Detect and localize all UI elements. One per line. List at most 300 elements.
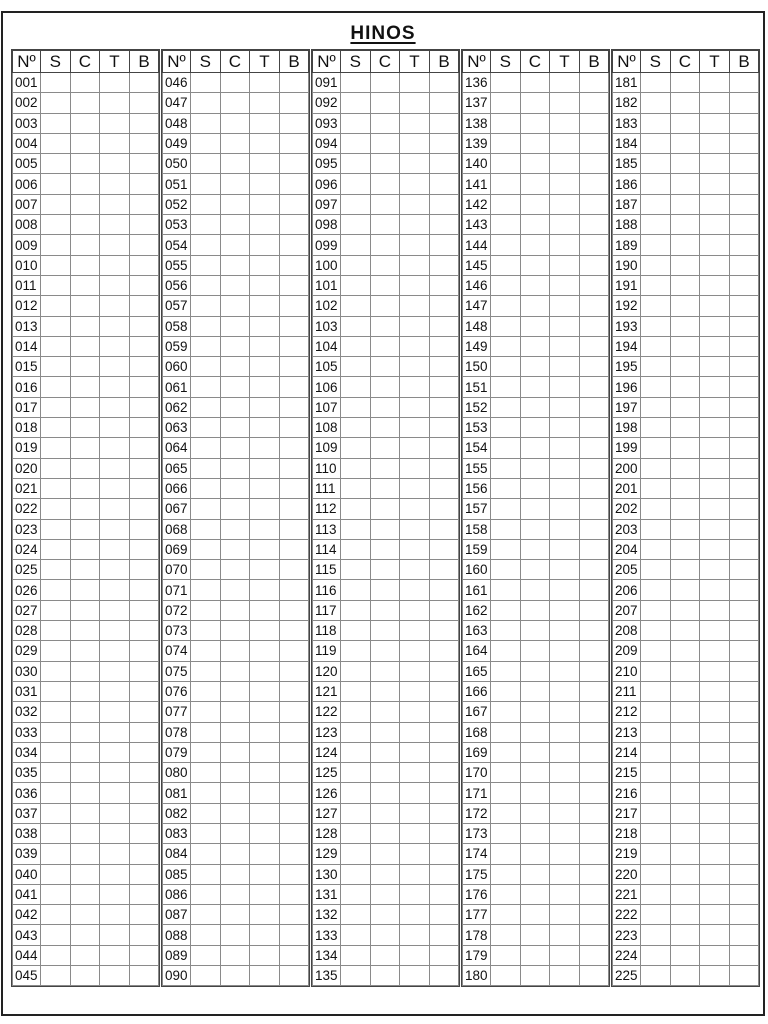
c-cell[interactable] xyxy=(520,499,550,519)
s-cell[interactable] xyxy=(191,275,221,295)
t-cell[interactable] xyxy=(700,945,730,965)
t-cell[interactable] xyxy=(250,742,280,762)
b-cell[interactable] xyxy=(429,215,459,235)
s-cell[interactable] xyxy=(491,742,521,762)
s-cell[interactable] xyxy=(491,418,521,438)
b-cell[interactable] xyxy=(579,174,609,194)
t-cell[interactable] xyxy=(100,215,130,235)
b-cell[interactable] xyxy=(579,905,609,925)
t-cell[interactable] xyxy=(100,702,130,722)
b-cell[interactable] xyxy=(279,215,309,235)
b-cell[interactable] xyxy=(729,600,759,620)
s-cell[interactable] xyxy=(191,499,221,519)
b-cell[interactable] xyxy=(129,316,159,336)
s-cell[interactable] xyxy=(491,864,521,884)
c-cell[interactable] xyxy=(370,154,400,174)
s-cell[interactable] xyxy=(491,580,521,600)
t-cell[interactable] xyxy=(100,783,130,803)
s-cell[interactable] xyxy=(491,336,521,356)
c-cell[interactable] xyxy=(520,783,550,803)
s-cell[interactable] xyxy=(41,763,71,783)
c-cell[interactable] xyxy=(370,864,400,884)
s-cell[interactable] xyxy=(641,519,671,539)
s-cell[interactable] xyxy=(641,296,671,316)
s-cell[interactable] xyxy=(191,397,221,417)
s-cell[interactable] xyxy=(41,357,71,377)
t-cell[interactable] xyxy=(550,539,580,559)
c-cell[interactable] xyxy=(370,194,400,214)
t-cell[interactable] xyxy=(550,458,580,478)
t-cell[interactable] xyxy=(400,113,430,133)
t-cell[interactable] xyxy=(250,336,280,356)
t-cell[interactable] xyxy=(700,661,730,681)
s-cell[interactable] xyxy=(341,742,371,762)
t-cell[interactable] xyxy=(100,296,130,316)
s-cell[interactable] xyxy=(191,580,221,600)
s-cell[interactable] xyxy=(41,600,71,620)
t-cell[interactable] xyxy=(100,966,130,986)
c-cell[interactable] xyxy=(520,803,550,823)
b-cell[interactable] xyxy=(729,722,759,742)
t-cell[interactable] xyxy=(700,336,730,356)
c-cell[interactable] xyxy=(220,905,250,925)
b-cell[interactable] xyxy=(429,560,459,580)
t-cell[interactable] xyxy=(100,478,130,498)
t-cell[interactable] xyxy=(400,215,430,235)
s-cell[interactable] xyxy=(341,681,371,701)
s-cell[interactable] xyxy=(641,823,671,843)
t-cell[interactable] xyxy=(100,763,130,783)
s-cell[interactable] xyxy=(641,194,671,214)
s-cell[interactable] xyxy=(191,154,221,174)
c-cell[interactable] xyxy=(70,215,100,235)
b-cell[interactable] xyxy=(729,945,759,965)
s-cell[interactable] xyxy=(191,174,221,194)
b-cell[interactable] xyxy=(579,641,609,661)
b-cell[interactable] xyxy=(429,681,459,701)
s-cell[interactable] xyxy=(641,73,671,93)
c-cell[interactable] xyxy=(520,133,550,153)
s-cell[interactable] xyxy=(491,884,521,904)
t-cell[interactable] xyxy=(400,621,430,641)
b-cell[interactable] xyxy=(279,519,309,539)
b-cell[interactable] xyxy=(279,702,309,722)
c-cell[interactable] xyxy=(670,336,700,356)
t-cell[interactable] xyxy=(250,560,280,580)
c-cell[interactable] xyxy=(520,478,550,498)
t-cell[interactable] xyxy=(100,580,130,600)
b-cell[interactable] xyxy=(579,377,609,397)
c-cell[interactable] xyxy=(670,925,700,945)
t-cell[interactable] xyxy=(400,458,430,478)
b-cell[interactable] xyxy=(129,742,159,762)
t-cell[interactable] xyxy=(100,519,130,539)
c-cell[interactable] xyxy=(220,499,250,519)
c-cell[interactable] xyxy=(220,661,250,681)
s-cell[interactable] xyxy=(491,966,521,986)
t-cell[interactable] xyxy=(400,255,430,275)
s-cell[interactable] xyxy=(41,499,71,519)
s-cell[interactable] xyxy=(491,438,521,458)
b-cell[interactable] xyxy=(729,783,759,803)
s-cell[interactable] xyxy=(191,702,221,722)
c-cell[interactable] xyxy=(370,478,400,498)
t-cell[interactable] xyxy=(400,316,430,336)
s-cell[interactable] xyxy=(191,681,221,701)
t-cell[interactable] xyxy=(700,702,730,722)
c-cell[interactable] xyxy=(670,945,700,965)
s-cell[interactable] xyxy=(191,519,221,539)
c-cell[interactable] xyxy=(220,397,250,417)
b-cell[interactable] xyxy=(279,823,309,843)
b-cell[interactable] xyxy=(129,93,159,113)
b-cell[interactable] xyxy=(729,905,759,925)
t-cell[interactable] xyxy=(400,702,430,722)
b-cell[interactable] xyxy=(579,397,609,417)
s-cell[interactable] xyxy=(191,458,221,478)
s-cell[interactable] xyxy=(641,499,671,519)
b-cell[interactable] xyxy=(129,499,159,519)
c-cell[interactable] xyxy=(370,539,400,559)
b-cell[interactable] xyxy=(129,438,159,458)
c-cell[interactable] xyxy=(70,499,100,519)
t-cell[interactable] xyxy=(700,600,730,620)
s-cell[interactable] xyxy=(191,73,221,93)
s-cell[interactable] xyxy=(491,133,521,153)
s-cell[interactable] xyxy=(641,884,671,904)
c-cell[interactable] xyxy=(370,357,400,377)
t-cell[interactable] xyxy=(700,783,730,803)
b-cell[interactable] xyxy=(729,539,759,559)
s-cell[interactable] xyxy=(491,113,521,133)
s-cell[interactable] xyxy=(491,174,521,194)
t-cell[interactable] xyxy=(400,560,430,580)
s-cell[interactable] xyxy=(341,113,371,133)
t-cell[interactable] xyxy=(550,154,580,174)
s-cell[interactable] xyxy=(341,296,371,316)
c-cell[interactable] xyxy=(370,93,400,113)
s-cell[interactable] xyxy=(41,539,71,559)
b-cell[interactable] xyxy=(279,600,309,620)
c-cell[interactable] xyxy=(370,600,400,620)
c-cell[interactable] xyxy=(70,336,100,356)
s-cell[interactable] xyxy=(191,438,221,458)
b-cell[interactable] xyxy=(429,478,459,498)
b-cell[interactable] xyxy=(429,966,459,986)
s-cell[interactable] xyxy=(41,661,71,681)
b-cell[interactable] xyxy=(429,539,459,559)
t-cell[interactable] xyxy=(400,357,430,377)
t-cell[interactable] xyxy=(550,823,580,843)
b-cell[interactable] xyxy=(579,722,609,742)
s-cell[interactable] xyxy=(641,580,671,600)
s-cell[interactable] xyxy=(641,722,671,742)
t-cell[interactable] xyxy=(550,702,580,722)
b-cell[interactable] xyxy=(279,377,309,397)
b-cell[interactable] xyxy=(429,275,459,295)
s-cell[interactable] xyxy=(491,296,521,316)
t-cell[interactable] xyxy=(250,641,280,661)
b-cell[interactable] xyxy=(579,458,609,478)
b-cell[interactable] xyxy=(279,478,309,498)
s-cell[interactable] xyxy=(491,275,521,295)
s-cell[interactable] xyxy=(41,702,71,722)
t-cell[interactable] xyxy=(400,884,430,904)
c-cell[interactable] xyxy=(220,844,250,864)
c-cell[interactable] xyxy=(670,357,700,377)
s-cell[interactable] xyxy=(41,905,71,925)
t-cell[interactable] xyxy=(100,560,130,580)
s-cell[interactable] xyxy=(191,864,221,884)
b-cell[interactable] xyxy=(579,275,609,295)
s-cell[interactable] xyxy=(491,621,521,641)
t-cell[interactable] xyxy=(100,539,130,559)
b-cell[interactable] xyxy=(129,397,159,417)
s-cell[interactable] xyxy=(491,702,521,722)
s-cell[interactable] xyxy=(191,621,221,641)
c-cell[interactable] xyxy=(520,560,550,580)
b-cell[interactable] xyxy=(429,316,459,336)
t-cell[interactable] xyxy=(700,844,730,864)
b-cell[interactable] xyxy=(129,763,159,783)
c-cell[interactable] xyxy=(70,580,100,600)
t-cell[interactable] xyxy=(700,681,730,701)
c-cell[interactable] xyxy=(670,722,700,742)
c-cell[interactable] xyxy=(370,438,400,458)
s-cell[interactable] xyxy=(491,560,521,580)
s-cell[interactable] xyxy=(41,316,71,336)
c-cell[interactable] xyxy=(70,641,100,661)
c-cell[interactable] xyxy=(370,133,400,153)
b-cell[interactable] xyxy=(729,864,759,884)
s-cell[interactable] xyxy=(641,235,671,255)
c-cell[interactable] xyxy=(520,235,550,255)
s-cell[interactable] xyxy=(491,905,521,925)
t-cell[interactable] xyxy=(700,255,730,275)
b-cell[interactable] xyxy=(729,499,759,519)
c-cell[interactable] xyxy=(370,722,400,742)
t-cell[interactable] xyxy=(250,966,280,986)
t-cell[interactable] xyxy=(700,803,730,823)
c-cell[interactable] xyxy=(520,519,550,539)
b-cell[interactable] xyxy=(279,925,309,945)
c-cell[interactable] xyxy=(370,418,400,438)
b-cell[interactable] xyxy=(579,580,609,600)
s-cell[interactable] xyxy=(641,560,671,580)
s-cell[interactable] xyxy=(341,905,371,925)
b-cell[interactable] xyxy=(279,418,309,438)
s-cell[interactable] xyxy=(341,316,371,336)
b-cell[interactable] xyxy=(279,235,309,255)
b-cell[interactable] xyxy=(279,580,309,600)
t-cell[interactable] xyxy=(250,255,280,275)
c-cell[interactable] xyxy=(370,255,400,275)
t-cell[interactable] xyxy=(100,357,130,377)
s-cell[interactable] xyxy=(341,702,371,722)
b-cell[interactable] xyxy=(429,377,459,397)
s-cell[interactable] xyxy=(641,215,671,235)
b-cell[interactable] xyxy=(579,499,609,519)
s-cell[interactable] xyxy=(191,357,221,377)
s-cell[interactable] xyxy=(491,458,521,478)
b-cell[interactable] xyxy=(579,215,609,235)
t-cell[interactable] xyxy=(250,945,280,965)
t-cell[interactable] xyxy=(100,803,130,823)
c-cell[interactable] xyxy=(220,73,250,93)
t-cell[interactable] xyxy=(250,418,280,438)
b-cell[interactable] xyxy=(129,966,159,986)
b-cell[interactable] xyxy=(429,763,459,783)
b-cell[interactable] xyxy=(129,336,159,356)
t-cell[interactable] xyxy=(550,905,580,925)
b-cell[interactable] xyxy=(129,803,159,823)
b-cell[interactable] xyxy=(579,823,609,843)
c-cell[interactable] xyxy=(370,884,400,904)
s-cell[interactable] xyxy=(641,316,671,336)
t-cell[interactable] xyxy=(250,763,280,783)
c-cell[interactable] xyxy=(370,905,400,925)
b-cell[interactable] xyxy=(729,275,759,295)
s-cell[interactable] xyxy=(41,884,71,904)
b-cell[interactable] xyxy=(429,884,459,904)
t-cell[interactable] xyxy=(100,275,130,295)
c-cell[interactable] xyxy=(670,478,700,498)
b-cell[interactable] xyxy=(579,478,609,498)
c-cell[interactable] xyxy=(220,681,250,701)
c-cell[interactable] xyxy=(70,681,100,701)
b-cell[interactable] xyxy=(429,154,459,174)
c-cell[interactable] xyxy=(70,418,100,438)
t-cell[interactable] xyxy=(550,661,580,681)
c-cell[interactable] xyxy=(520,742,550,762)
c-cell[interactable] xyxy=(370,702,400,722)
t-cell[interactable] xyxy=(550,478,580,498)
t-cell[interactable] xyxy=(550,641,580,661)
b-cell[interactable] xyxy=(729,113,759,133)
b-cell[interactable] xyxy=(729,174,759,194)
t-cell[interactable] xyxy=(250,377,280,397)
b-cell[interactable] xyxy=(429,499,459,519)
t-cell[interactable] xyxy=(700,884,730,904)
c-cell[interactable] xyxy=(670,783,700,803)
t-cell[interactable] xyxy=(250,154,280,174)
b-cell[interactable] xyxy=(129,357,159,377)
b-cell[interactable] xyxy=(279,194,309,214)
c-cell[interactable] xyxy=(70,823,100,843)
t-cell[interactable] xyxy=(550,925,580,945)
b-cell[interactable] xyxy=(579,864,609,884)
s-cell[interactable] xyxy=(641,864,671,884)
t-cell[interactable] xyxy=(250,823,280,843)
c-cell[interactable] xyxy=(220,621,250,641)
t-cell[interactable] xyxy=(400,499,430,519)
t-cell[interactable] xyxy=(700,93,730,113)
b-cell[interactable] xyxy=(279,255,309,275)
b-cell[interactable] xyxy=(429,418,459,438)
b-cell[interactable] xyxy=(729,478,759,498)
c-cell[interactable] xyxy=(220,478,250,498)
b-cell[interactable] xyxy=(279,113,309,133)
b-cell[interactable] xyxy=(429,397,459,417)
b-cell[interactable] xyxy=(579,357,609,377)
c-cell[interactable] xyxy=(220,377,250,397)
b-cell[interactable] xyxy=(729,154,759,174)
t-cell[interactable] xyxy=(250,539,280,559)
c-cell[interactable] xyxy=(70,133,100,153)
b-cell[interactable] xyxy=(129,275,159,295)
s-cell[interactable] xyxy=(341,215,371,235)
c-cell[interactable] xyxy=(70,478,100,498)
b-cell[interactable] xyxy=(579,93,609,113)
t-cell[interactable] xyxy=(700,377,730,397)
s-cell[interactable] xyxy=(41,641,71,661)
b-cell[interactable] xyxy=(729,458,759,478)
s-cell[interactable] xyxy=(641,154,671,174)
t-cell[interactable] xyxy=(400,580,430,600)
c-cell[interactable] xyxy=(670,133,700,153)
s-cell[interactable] xyxy=(491,93,521,113)
b-cell[interactable] xyxy=(279,844,309,864)
t-cell[interactable] xyxy=(100,641,130,661)
c-cell[interactable] xyxy=(220,864,250,884)
t-cell[interactable] xyxy=(250,194,280,214)
b-cell[interactable] xyxy=(279,661,309,681)
c-cell[interactable] xyxy=(220,702,250,722)
s-cell[interactable] xyxy=(341,823,371,843)
t-cell[interactable] xyxy=(400,864,430,884)
c-cell[interactable] xyxy=(220,133,250,153)
t-cell[interactable] xyxy=(250,499,280,519)
s-cell[interactable] xyxy=(191,966,221,986)
b-cell[interactable] xyxy=(279,783,309,803)
s-cell[interactable] xyxy=(41,275,71,295)
b-cell[interactable] xyxy=(129,722,159,742)
t-cell[interactable] xyxy=(400,844,430,864)
b-cell[interactable] xyxy=(729,438,759,458)
c-cell[interactable] xyxy=(520,255,550,275)
s-cell[interactable] xyxy=(41,742,71,762)
t-cell[interactable] xyxy=(400,925,430,945)
c-cell[interactable] xyxy=(670,641,700,661)
c-cell[interactable] xyxy=(670,194,700,214)
s-cell[interactable] xyxy=(341,255,371,275)
t-cell[interactable] xyxy=(700,763,730,783)
c-cell[interactable] xyxy=(520,945,550,965)
b-cell[interactable] xyxy=(579,763,609,783)
b-cell[interactable] xyxy=(579,783,609,803)
b-cell[interactable] xyxy=(579,73,609,93)
s-cell[interactable] xyxy=(41,580,71,600)
t-cell[interactable] xyxy=(400,418,430,438)
b-cell[interactable] xyxy=(429,661,459,681)
t-cell[interactable] xyxy=(400,519,430,539)
c-cell[interactable] xyxy=(370,560,400,580)
b-cell[interactable] xyxy=(729,418,759,438)
t-cell[interactable] xyxy=(400,478,430,498)
t-cell[interactable] xyxy=(550,884,580,904)
t-cell[interactable] xyxy=(400,93,430,113)
s-cell[interactable] xyxy=(491,722,521,742)
s-cell[interactable] xyxy=(341,93,371,113)
b-cell[interactable] xyxy=(129,215,159,235)
b-cell[interactable] xyxy=(279,742,309,762)
t-cell[interactable] xyxy=(100,722,130,742)
b-cell[interactable] xyxy=(429,336,459,356)
s-cell[interactable] xyxy=(641,844,671,864)
s-cell[interactable] xyxy=(341,73,371,93)
c-cell[interactable] xyxy=(520,702,550,722)
b-cell[interactable] xyxy=(579,803,609,823)
